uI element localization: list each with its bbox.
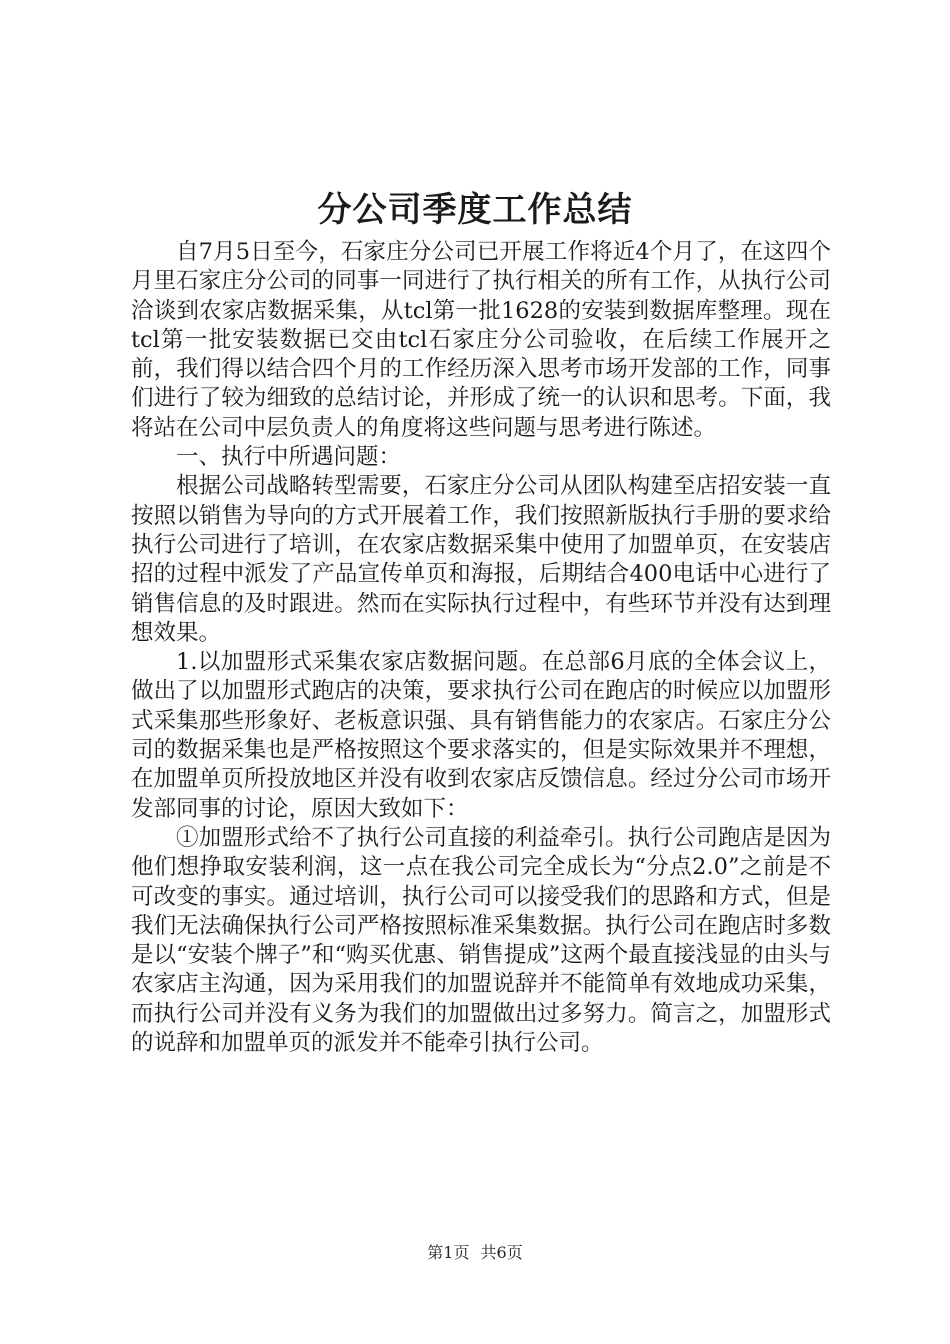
page-total: 共6页 xyxy=(480,1243,523,1262)
paragraph-intro: 自7月5日至今，石家庄分公司已开展工作将近4个月了，在这四个月里石家庄分公司的同事一同进行了执行相关的所有工作，从执行公司洽谈到农家店数据采集，从tcl第一批1628的安装到数据库整理。现在tcl第一批安装数据已交由tcl石家庄分公司验收，在后续工作展开之前，我们得以结合四个月的工作经历深入思考市场开发部的工作，同事们进行了较为细致的总结讨论，并形成了统一的认识和思考。下面，我将站在公司中层负责人的角度将这些问题与思考进行陈述。 xyxy=(131,239,831,441)
paragraph-reason-1: ①加盟形式给不了执行公司直接的利益牵引。执行公司跑店是因为他们想挣取安装利润，这一点在我公司完全成长为“分点2.0”之前是不可改变的事实。通过培训，执行公司可以接受我们的思路和方式，但是我们无法确保执行公司严格按照标准采集数据。执行公司在跑店时多数是以“安装个牌子”和“购买优惠、销售提成”这两个最直接浅显的由头与农家店主沟通，因为采用我们的加盟说辞并不能简单有效地成功采集，而执行公司并没有义务为我们的加盟做出过多努力。简言之，加盟形式的说辞和加盟单页的派发并不能牵引执行公司。 xyxy=(131,824,831,1057)
document-body xyxy=(131,238,831,1058)
page-footer xyxy=(0,1242,950,1264)
section-heading-problems: 一、执行中所遇问题： xyxy=(176,444,402,471)
page-number: 第1页 xyxy=(427,1243,470,1262)
paragraph-background: 根据公司战略转型需要，石家庄分公司从团队构建至店招安装一直按照以销售为导向的方式开展着工作，我们按照新版执行手册的要求给执行公司进行了培训，在农家店数据采集中使用了加盟单页，在安装店招的过程中派发了产品宣传单页和海报，后期结合400电话中心进行了销售信息的及时跟进。然而在实际执行过程中，有些环节并没有达到理想效果。 xyxy=(131,473,831,646)
paragraph-point-1: 1.以加盟形式采集农家店数据问题。在总部6月底的全体会议上，做出了以加盟形式跑店的决策，要求执行公司在跑店的时候应以加盟形式采集那些形象好、老板意识强、具有销售能力的农家店。石家庄分公司的数据采集也是严格按照这个要求落实的，但是实际效果并不理想，在加盟单页所投放地区并没有收到农家店反馈信息。经过分公司市场开发部同事的讨论，原因大致如下： xyxy=(131,649,831,822)
document-title: 分公司季度工作总结 xyxy=(317,190,633,230)
